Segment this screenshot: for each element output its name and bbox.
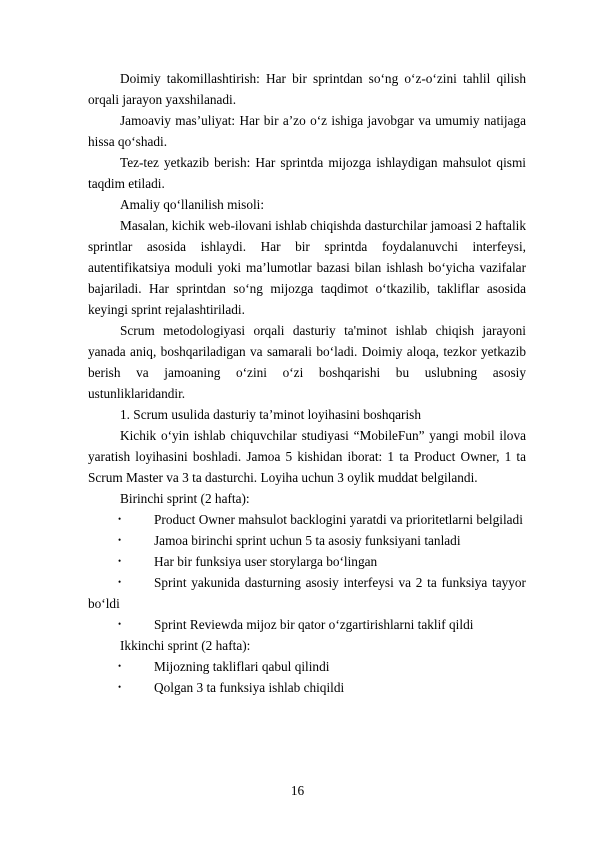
list-item: • Product Owner mahsulot backlogini yaratdi va prioritetlarni belgiladi [88, 509, 526, 530]
list-item: • Jamoa birinchi sprint uchun 5 ta asosiy funksiyani tanladi [88, 530, 526, 551]
bullet-icon: • [118, 661, 122, 671]
paragraph-mobilefun-case: Kichik o‘yin ishlab chiquvchilar studiyasi “MobileFun” yangi mobil ilova yaratish loyihasini boshladi. Jamoa 5 kishidan iborat: 1 ta Product Owner, 1 ta Scrum Master va 3 ta dasturchi. Loyiha uchun 3 oylik muddat belgilandi. [88, 428, 526, 485]
bullet-icon: • [118, 514, 122, 524]
list-item: • Sprint Reviewda mijoz bir qator o‘zgartirishlarni taklif qildi [88, 614, 526, 635]
paragraph-example-web-app: Masalan, kichik web-ilovani ishlab chiqishda dasturchilar jamoasi 2 haftalik sprintlar asosida ishlaydi. Har bir sprintda foydalanuvchi interfeysi, autentifikatsiya moduli yoki ma’lumotlar bazasi bilan ishlash bo‘yicha vazifalar bajariladi. Har sprintdan so‘ng mijozga taqdimot o‘tkazilib, takliflar asosida keyingi sprint rejalashtiriladi. [88, 218, 526, 317]
bullet-icon: • [118, 556, 122, 566]
sprint1-list [88, 509, 526, 635]
paragraph-continuous-improvement: Doimiy takomillashtirish: Har bir sprintdan so‘ng o‘z-o‘zini tahlil qilish orqali jarayon yaxshilanadi. [88, 71, 526, 107]
list-item: • Mijozning takliflari qabul qilindi [88, 656, 526, 677]
bullet-icon: • [118, 682, 122, 692]
sprint2-heading: Ikkinchi sprint (2 hafta): [120, 638, 251, 653]
sprint2-list [88, 656, 526, 698]
document-body [88, 68, 526, 698]
page-number: 16 [290, 783, 305, 798]
paragraph-team-responsibility: Jamoaviy mas’uliyat: Har bir a’zo o‘z ishiga javobgar va umumiy natijaga hissa qo‘shadi. [88, 113, 526, 149]
sprint1-heading: Birinchi sprint (2 hafta): [120, 491, 250, 506]
bullet-icon: • [118, 535, 122, 545]
list-item: • Har bir funksiya user storylarga bo‘lingan [88, 551, 526, 572]
paragraph-example-heading: Amaliy qo‘llanilish misoli: [120, 197, 265, 212]
list-item: • Sprint yakunida dasturning asosiy interfeysi va 2 ta funksiya tayyor bo‘ldi [88, 572, 526, 614]
section-heading-scrum-management: 1. Scrum usulida dasturiy ta’minot loyihasini boshqarish [120, 407, 421, 422]
paragraph-frequent-delivery: Tez-tez yetkazib berish: Har sprintda mijozga ishlaydigan mahsulot qismi taqdim etiladi. [88, 155, 526, 191]
list-item: • Qolgan 3 ta funksiya ishlab chiqildi [88, 677, 526, 698]
bullet-icon: • [118, 577, 122, 587]
bullet-icon: • [118, 619, 122, 629]
paragraph-scrum-summary: Scrum metodologiyasi orqali dasturiy ta'minot ishlab chiqish jarayoni yanada aniq, boshqariladigan va samarali bo‘ladi. Doimiy aloqa, tezkor yetkazib berish va jamoaning o‘zini o‘zi boshqarishi bu uslubning asosiy ustunliklaridandir. [88, 323, 526, 401]
